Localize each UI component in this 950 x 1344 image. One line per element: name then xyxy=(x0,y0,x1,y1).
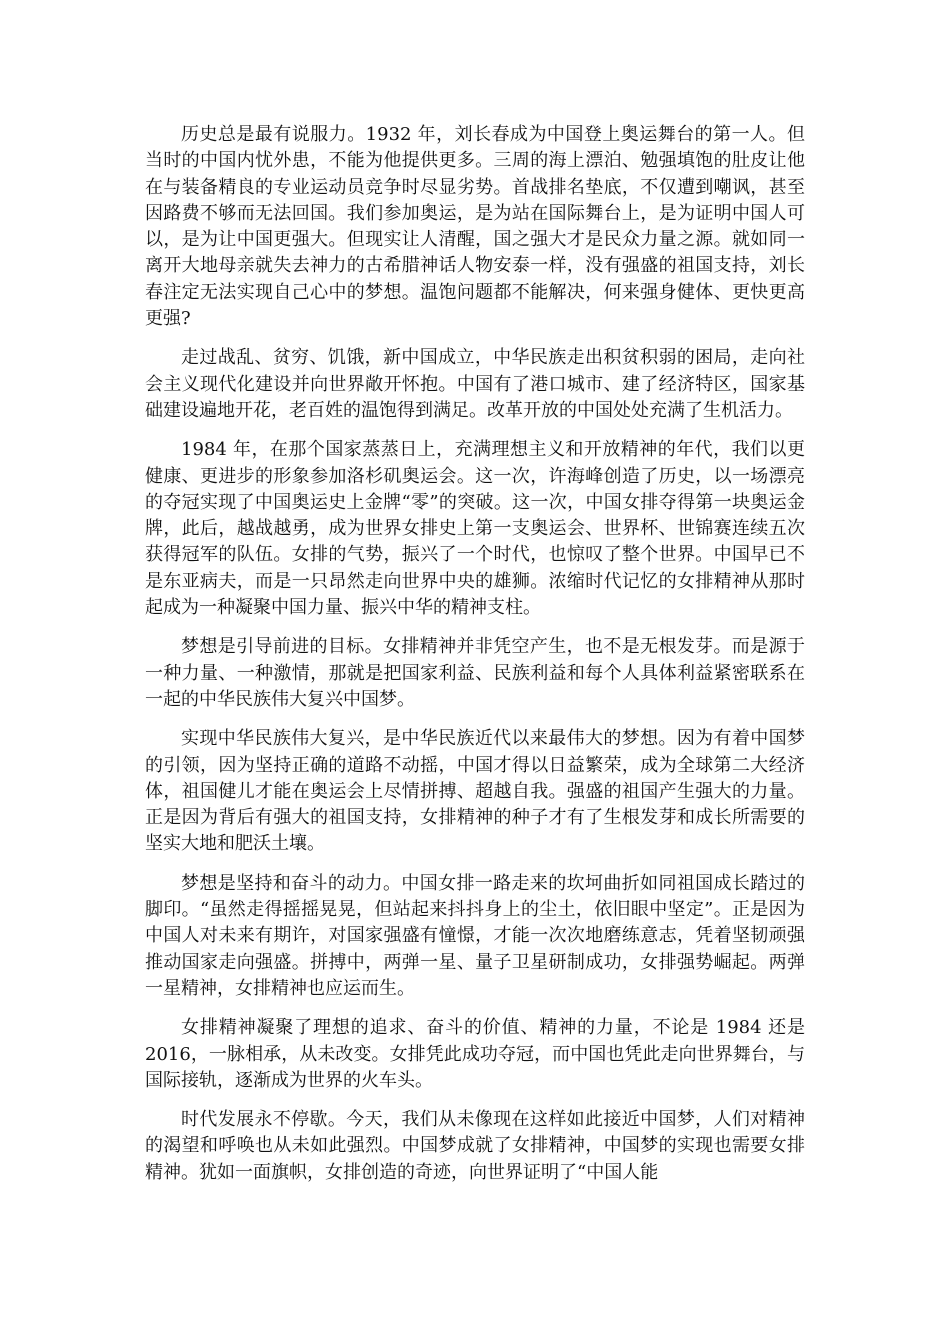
article-body xyxy=(145,122,805,1199)
paragraph-liu-changchun: 历史总是最有说服力。1932 年，刘长春成为中国登上奥运舞台的第一人。但当时的中国内忧外患，不能为他提供更多。三周的海上漂泊、勉强填饱的肚皮让他在与装备精良的专业运动员竞争时尽显劣势。首战排名垫底，不仅遭到嘲讽，甚至因路费不够而无法回国。我们参加奥运，是为站在国际舞台上，是为证明中国人可以，是为让中国更强大。但现实让人清醒，国之强大才是民众力量之源。就如同一离开大地母亲就失去神力的古希腊神话人物安泰一样，没有强盛的祖国支持，刘长春注定无法实现自己心中的梦想。温饱问题都不能解决，何来强身健体、更快更高更强? xyxy=(145,124,805,330)
paragraph-dream-motivation: 梦想是坚持和奋斗的动力。中国女排一路走来的坎坷曲折如同祖国成长踏过的脚印。“虽然走得摇摇晃晃，但站起来抖抖身上的尘土，依旧眼中坚定”。正是因为中国人对未来有期许，对国家强盛有憧憬，才能一次次地磨练意志，凭着坚韧顽强推动国家走向强盛。拼搏中，两弹一星、量子卫星研制成功，女排强势崛起。两弹一星精神，女排精神也应运而生。 xyxy=(145,872,805,999)
paragraph-dream-goal: 梦想是引导前进的目标。女排精神并非凭空产生，也不是无根发芽。而是源于一种力量、一种激情，那就是把国家利益、民族利益和每个人具体利益紧密联系在一起的中华民族伟大复兴中国梦。 xyxy=(145,636,805,710)
paragraph-national-rejuvenation: 实现中华民族伟大复兴，是中华民族近代以来最伟大的梦想。因为有着中国梦的引领，因为坚持正确的道路不动摇，中国才得以日益繁荣，成为全球第二大经济体，祖国健儿才能在奥运会上尽情拼搏、超越自我。强盛的祖国产生强大的力量。正是因为背后有强大的祖国支持，女排精神的种子才有了生根发芽和成长所需要的坚实大地和肥沃土壤。 xyxy=(145,728,805,855)
paragraph-era-development: 时代发展永不停歇。今天，我们从未像现在这样如此接近中国梦，人们对精神的渴望和呼唤也从未如此强烈。中国梦成就了女排精神，中国梦的实现也需要女排精神。犹如一面旗帜，女排创造的奇迹，向世界证明了“中国人能 xyxy=(145,1109,805,1183)
paragraph-volleyball-spirit: 女排精神凝聚了理想的追求、奋斗的价值、精神的力量，不论是 1984 还是 2016，一脉相承，从未改变。女排凭此成功夺冠，而中国也凭此走向世界舞台，与国际接轨，逐渐成为世界的火车头。 xyxy=(145,1017,805,1091)
paragraph-new-china: 走过战乱、贫穷、饥饿，新中国成立，中华民族走出积贫积弱的困局，走向社会主义现代化建设并向世界敞开怀抱。中国有了港口城市、建了经济特区，国家基础建设遍地开花，老百姓的温饱得到满足。改革开放的中国处处充满了生机活力。 xyxy=(145,347,805,421)
paragraph-1984-olympics: 1984 年，在那个国家蒸蒸日上，充满理想主义和开放精神的年代，我们以更健康、更进步的形象参加洛杉矶奥运会。这一次，许海峰创造了历史，以一场漂亮的夺冠实现了中国奥运史上金牌“零”的突破。这一次，中国女排夺得第一块奥运金牌，此后，越战越勇，成为世界女排史上第一支奥运会、世界杯、世锦赛连续五次获得冠军的队伍。女排的气势，振兴了一个时代，也惊叹了整个世界。中国早已不是东亚病夫，而是一只昂然走向世界中央的雄狮。浓缩时代记忆的女排精神从那时起成为一种凝聚中国力量、振兴中华的精神支柱。 xyxy=(145,439,805,619)
